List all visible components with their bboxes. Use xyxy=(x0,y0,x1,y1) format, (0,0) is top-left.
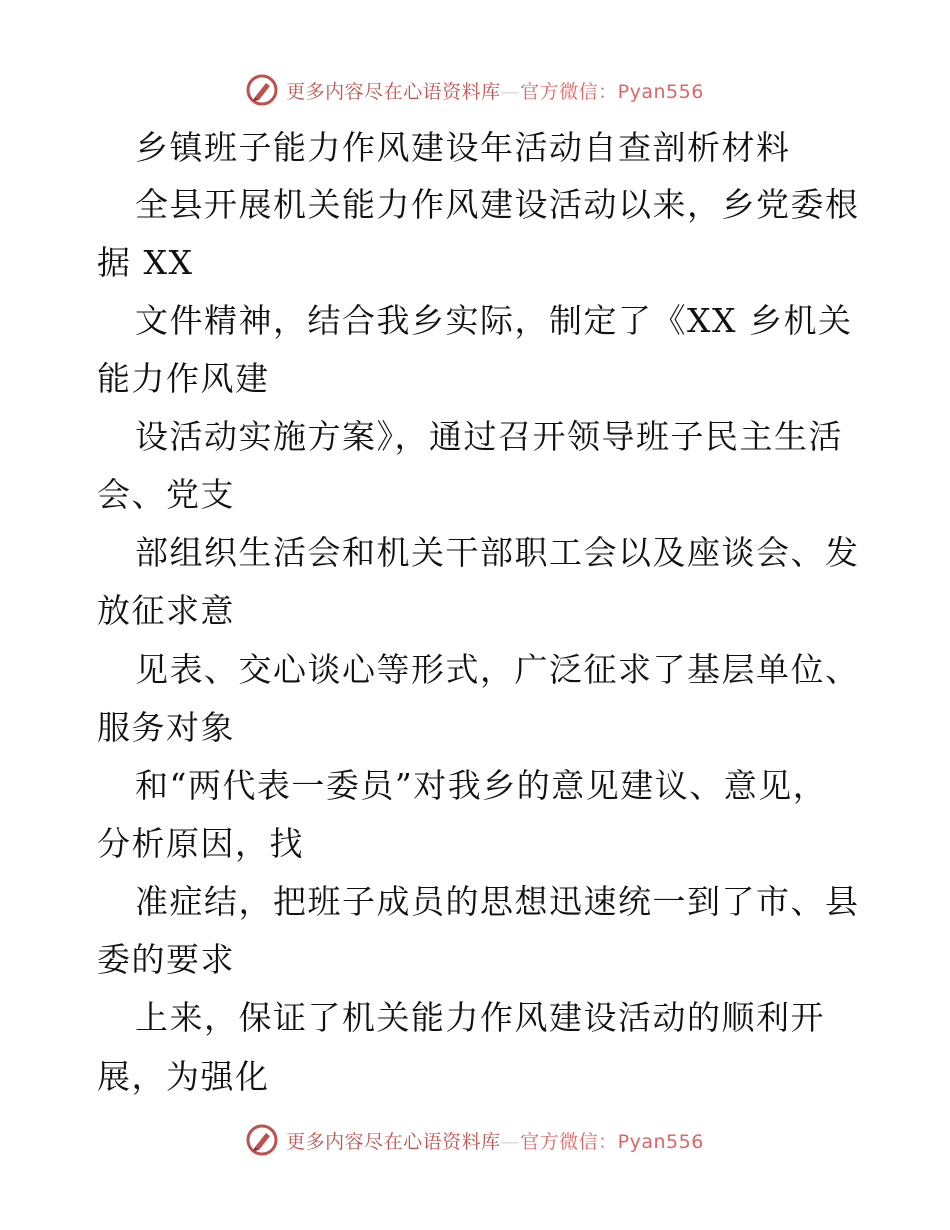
banner-separator: — xyxy=(500,80,521,103)
paragraph-line: 会、党支 xyxy=(97,475,235,514)
banner-prefix: 更多内容尽在心语资料库 xyxy=(286,80,501,103)
paragraph-line: 据 XX xyxy=(97,243,194,282)
paragraph-line: 放征求意 xyxy=(97,591,235,630)
paragraph-line: 部组织生活会和机关干部职工会以及座谈会、发 xyxy=(135,533,860,572)
document-title: 乡镇班子能力作风建设年活动自查剖析材料 xyxy=(135,128,791,167)
pen-logo-icon xyxy=(246,74,278,106)
paragraph-line: 展，为强化 xyxy=(97,1057,270,1096)
paragraph-line: 服务对象 xyxy=(97,708,235,747)
paragraph-line: 上来，保证了机关能力作风建设活动的顺利开 xyxy=(135,998,825,1037)
pen-logo-icon xyxy=(246,1124,278,1156)
banner-text xyxy=(286,77,704,104)
header-banner xyxy=(0,70,950,110)
banner-separator: — xyxy=(500,1130,521,1153)
banner-prefix: 更多内容尽在心语资料库 xyxy=(286,1130,501,1153)
paragraph-line: 文件精神，结合我乡实际，制定了《XX 乡机关 xyxy=(135,301,853,340)
paragraph-line: 分析原因，找 xyxy=(97,824,304,863)
paragraph-line: 委的要求 xyxy=(97,940,235,979)
paragraph-line: 全县开展机关能力作风建设活动以来，乡党委根 xyxy=(135,185,860,224)
paragraph-line: 和“两代表一委员”对我乡的意见建议、意见， xyxy=(135,766,828,805)
paragraph-line: 准症结，把班子成员的思想迅速统一到了市、县 xyxy=(135,882,860,921)
footer-banner xyxy=(0,1120,950,1160)
paragraph-line: 能力作风建 xyxy=(97,359,270,398)
paragraph-line: 见表、交心谈心等形式，广泛征求了基层单位、 xyxy=(135,650,860,689)
banner-contact: 官方微信：Pyan556 xyxy=(520,1130,704,1153)
banner-text xyxy=(286,1127,704,1154)
banner-contact: 官方微信：Pyan556 xyxy=(520,80,704,103)
paragraph-line: 设活动实施方案》，通过召开领导班子民主生活 xyxy=(135,417,843,456)
